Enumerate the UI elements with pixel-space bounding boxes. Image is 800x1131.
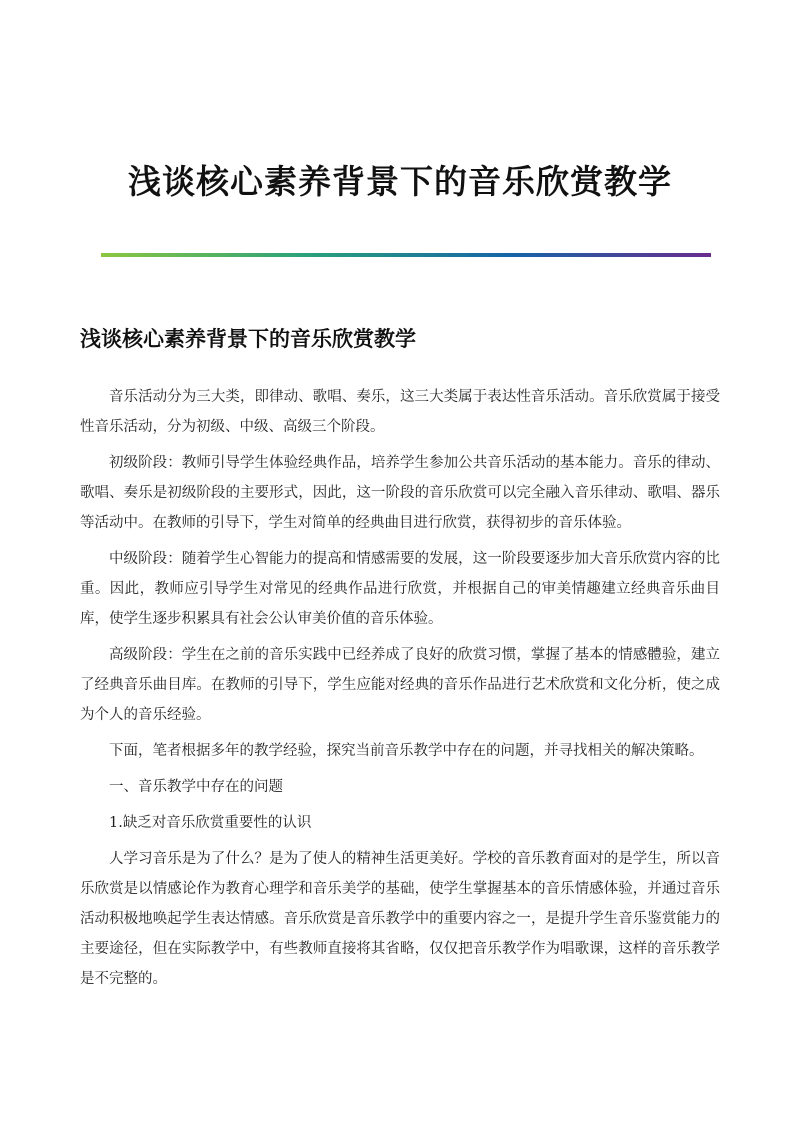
section-heading: 浅谈核心素养背景下的音乐欣赏教学	[80, 327, 416, 351]
paragraph-elementary-stage: 初级阶段：教师引导学生体验经典作品，培养学生参加公共音乐活动的基本能力。音乐的律动、歌唱、奏乐是初级阶段的主要形式，因此，这一阶段的音乐欣赏可以完全融入音乐律动、歌唱、器乐等活动中。在教师的引导下，学生对简单的经典曲目进行欣赏，获得初步的音乐体验。	[80, 455, 720, 531]
paragraph-transition: 下面，笔者根据多年的教学经验，探究当前音乐教学中存在的问题，并寻找相关的解决策略。	[109, 743, 704, 759]
paragraph-advanced-stage: 高级阶段：学生在之前的音乐实践中已经养成了良好的欣赏习惯，掌握了基本的情感體验，建立了经典音乐曲目库。在教师的引导下，学生应能对经典的音乐作品进行艺术欣赏和文化分析，使之成为个人的音乐经验。	[80, 647, 720, 723]
paragraph-problem-1-body: 人学习音乐是为了什么？是为了使人的精神生活更美好。学校的音乐教育面对的是学生，所以音乐欣赏是以情感论作为教育心理学和音乐美学的基础，使学生掌握基本的音乐情感体验，并通过音乐活动积极地唤起学生表达情感。音乐欣赏是音乐教学中的重要内容之一，是提升学生音乐鉴赏能力的主要途径，但在实际教学中，有些教师直接将其省略，仅仅把音乐教学作为唱歌课，这样的音乐教学是不完整的。	[80, 851, 720, 987]
title-divider	[101, 253, 711, 257]
subheading-problems: 一、音乐教学中存在的问题	[109, 779, 283, 795]
subheading-problem-1: 1.缺乏对音乐欣赏重要性的认识	[109, 815, 312, 831]
article-body	[80, 382, 720, 1000]
page-title: 浅谈核心素养背景下的音乐欣赏教学	[128, 162, 672, 201]
paragraph-intro: 音乐活动分为三大类，即律动、歌唱、奏乐，这三大类属于表达性音乐活动。音乐欣赏属于接受性音乐活动，分为初级、中级、高级三个阶段。	[80, 389, 720, 435]
paragraph-intermediate-stage: 中级阶段：随着学生心智能力的提高和情感需要的发展，这一阶段要逐步加大音乐欣赏内容的比重。因此，教师应引导学生对常见的经典作品进行欣赏，并根据自己的审美情趣建立经典音乐曲目库，使学生逐步积累具有社会公认审美价值的音乐体验。	[80, 551, 720, 627]
